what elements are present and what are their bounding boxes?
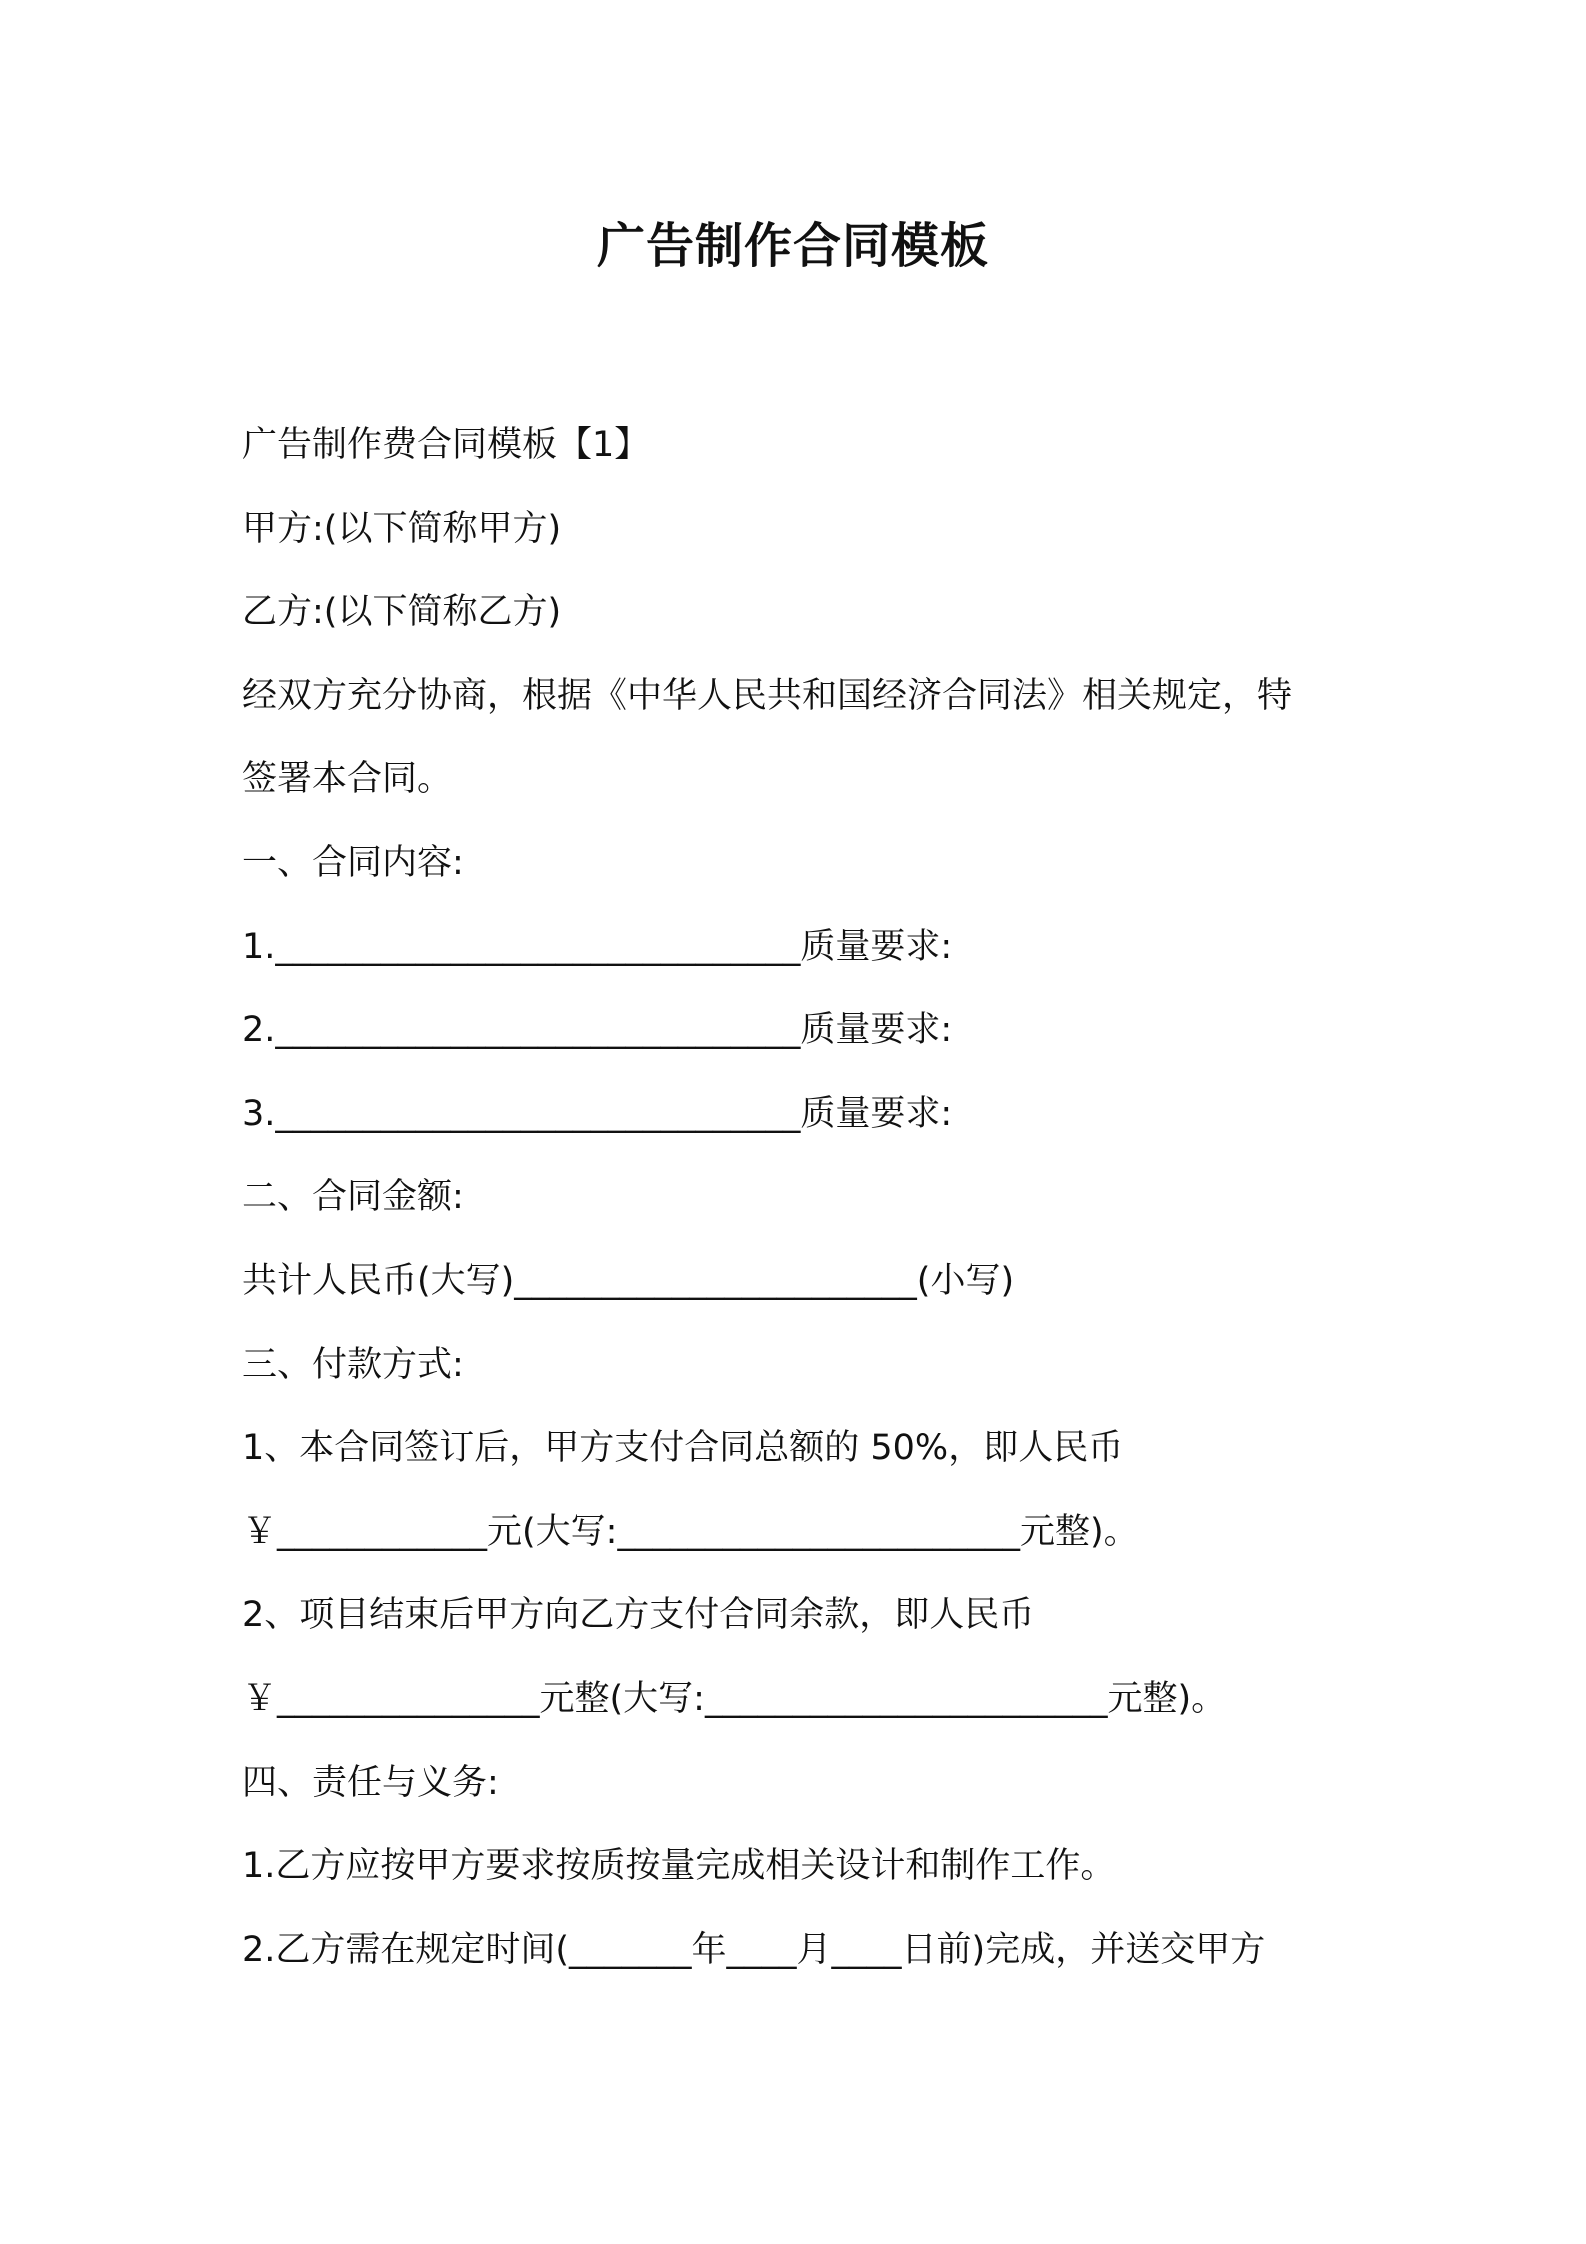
duty-line: 2.乙方需在规定时间(_______年____月____日前)完成，并送交甲方 (242, 1929, 1266, 1970)
party-a-line: 甲方:(以下简称甲方) (242, 508, 562, 549)
preamble-line: 经双方充分协商，根据《中华人民共和国经济合同法》相关规定，特 (242, 675, 1293, 716)
amount-line: 共计人民币(大写)_______________________(小写) (242, 1260, 1015, 1301)
payment-line: 2、项目结束后甲方向乙方支付合同余款，即人民币 (242, 1595, 1035, 1636)
payment-line: ￥____________元(大写:_______________________元整)。 (242, 1511, 1139, 1552)
clause-heading: 二、合同金额: (242, 1177, 464, 1218)
content-item: 1.______________________________质量要求: (242, 926, 953, 967)
clause-heading: 三、付款方式: (242, 1344, 464, 1385)
clause-heading: 一、合同内容: (242, 842, 464, 883)
document-title: 广告制作合同模板 (596, 218, 989, 274)
payment-line: ￥_______________元整(大写:_______________________元整)。 (242, 1678, 1227, 1719)
document-body (242, 404, 1362, 1992)
section-heading: 广告制作费合同模板【1】 (242, 425, 650, 465)
clause-heading: 四、责任与义务: (242, 1762, 499, 1803)
party-b-line: 乙方:(以下简称乙方) (242, 592, 562, 633)
content-item: 3.______________________________质量要求: (242, 1093, 953, 1134)
content-item: 2.______________________________质量要求: (242, 1010, 953, 1051)
payment-line: 1、本合同签订后，甲方支付合同总额的 50%，即人民币 (242, 1428, 1124, 1469)
duty-line: 1.乙方应按甲方要求按质按量完成相关设计和制作工作。 (242, 1846, 1116, 1887)
preamble-line: 签署本合同。 (242, 759, 453, 800)
